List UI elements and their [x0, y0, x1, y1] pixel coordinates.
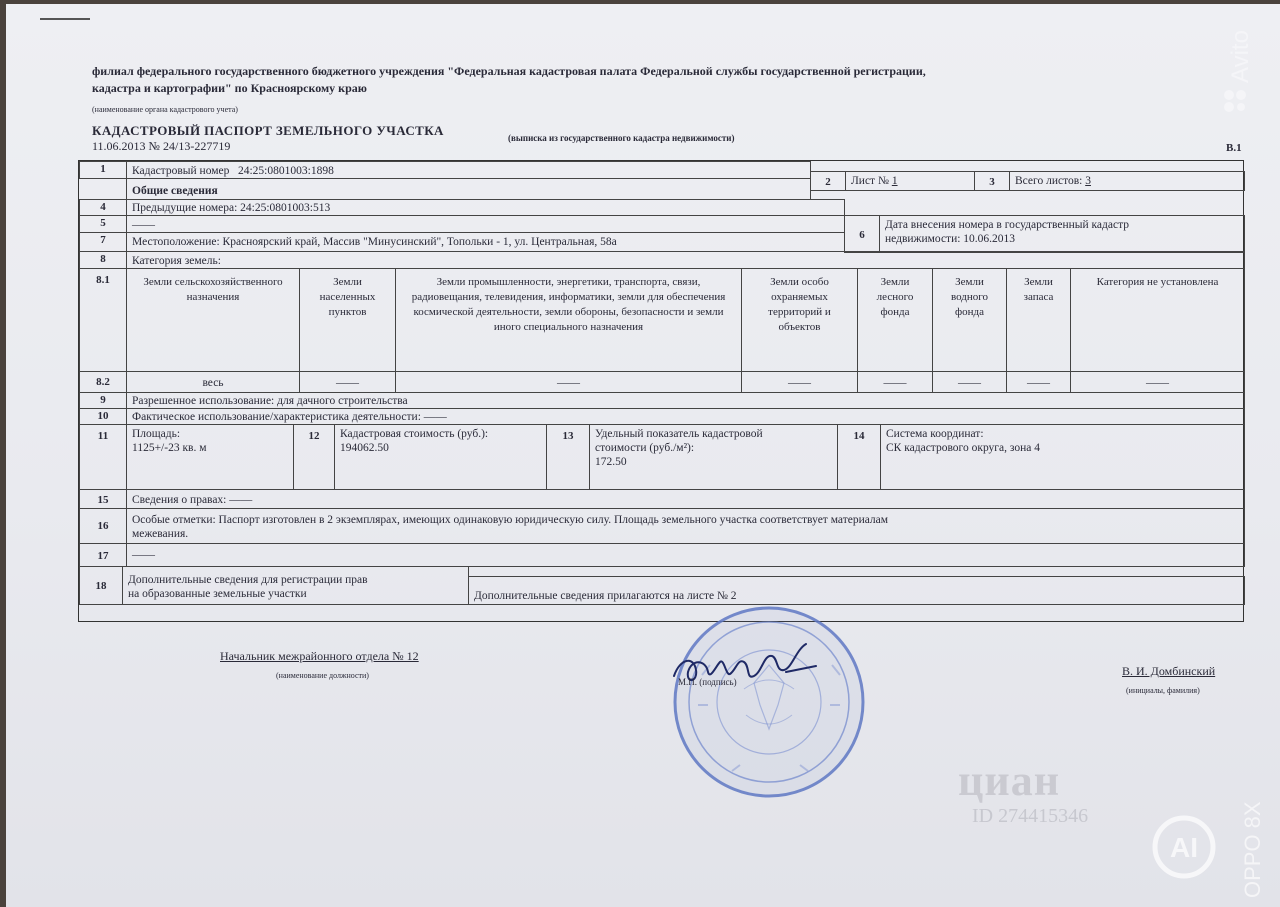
camera-watermark [1236, 770, 1266, 900]
row-num: 7 [79, 232, 127, 252]
cadastral-form-table [78, 160, 1244, 622]
cadastral-number-cell [126, 161, 811, 179]
handwritten-signature [666, 636, 826, 696]
row-num: 9 [79, 392, 127, 409]
cadastral-number-label: Кадастровый номер [132, 165, 230, 177]
official-name: В. И. Домбинский [1122, 664, 1216, 678]
land-category-protected-areas: Земли особо охраняемых территорий и объектов [741, 268, 858, 372]
land-category-value-settlements: —— [299, 371, 396, 393]
row-num: 17 [79, 543, 127, 567]
ai-logo-text: AI [1170, 832, 1198, 863]
document-subtitle: (выписка из государственного кадастра недвижимости) [508, 133, 735, 143]
date-number: 11.06.2013 № 24/13-227719 [92, 139, 231, 153]
row-num: 13 [546, 424, 590, 490]
row-num: 4 [79, 199, 127, 216]
top-margin-line [40, 18, 90, 20]
specific-value-cell: Удельный показатель кадастровой стоимости (руб./м²): 172.50 [589, 424, 838, 490]
previous-numbers: Предыдущие номера: 24:25:0801003:513 [126, 199, 845, 216]
additional-info-value: Дополнительные сведения прилагаются на листе № 2 [468, 576, 1245, 605]
row-num: 14 [837, 424, 881, 490]
row-num: 2 [810, 171, 846, 191]
seal-signature-note: М.П. (подпись) [678, 677, 737, 687]
land-category-forest-fund: Земли лесного фонда [857, 268, 933, 372]
document-title: КАДАСТРОВЫЙ ПАСПОРТ ЗЕМЕЛЬНОГО УЧАСТКА [92, 123, 444, 138]
row-num: 3 [974, 171, 1010, 191]
coordinate-system-cell: Система координат: СК кадастрового округа, зона 4 [880, 424, 1245, 490]
coordinate-system: СК кадастрового округа, зона 4 [886, 442, 1040, 454]
row-num: 15 [79, 489, 127, 509]
avito-text: Avito [1227, 30, 1254, 83]
official-name-note: (инициалы, фамилия) [1126, 686, 1200, 695]
rights-info: Сведения о правах: —— [126, 489, 1245, 509]
row-num: 12 [293, 424, 335, 490]
land-category-value-industry-special: —— [395, 371, 742, 393]
special-notes: Особые отметки: Паспорт изготовлен в 2 экземплярах, имеющих одинаковую юридическую силу. Площадь земельного участка соответствует материалам межевания. [126, 508, 1245, 544]
land-category-value-agricultural: весь [126, 371, 300, 393]
land-category-value-not-established: —— [1070, 371, 1245, 393]
row-num: 18 [79, 566, 123, 605]
additional-info-label: Дополнительные сведения для регистрации прав на образованные земельные участки [122, 566, 469, 605]
official-position-note: (наименование должности) [276, 671, 369, 680]
location: Местоположение: Красноярский край, Массив "Минусинский", Топольки - 1, ул. Центральная, 58а [126, 232, 845, 252]
avito-watermark [1215, 25, 1257, 115]
general-info-heading: Общие сведения [126, 178, 811, 200]
cadastral-value-label: Кадастровая стоимость (руб.): [340, 428, 489, 440]
cian-id-watermark: ID 274415346 [972, 805, 1089, 827]
form-code: В.1 [1226, 142, 1242, 154]
cadastral-value: 194062.50 [340, 442, 389, 454]
row-num: 11 [79, 424, 127, 490]
sheet-number-cell: Лист № 1 [845, 171, 975, 191]
land-category-not-established: Категория не установлена [1070, 268, 1245, 372]
row-num: 6 [844, 215, 880, 253]
specific-value: 172.50 [595, 456, 627, 468]
row5-value: —— [126, 215, 845, 233]
land-category-settlements: Земли населенных пунктов [299, 268, 396, 372]
row17-value: —— [126, 543, 1245, 567]
land-category-value-reserve: —— [1006, 371, 1071, 393]
cadastral-value-cell [334, 424, 547, 490]
camera-watermark-text: OPPO 8X [1240, 801, 1265, 898]
cian-watermark: циан [958, 756, 1061, 805]
row-num: 5 [79, 215, 127, 233]
total-sheets-cell: Всего листов: 3 [1009, 171, 1245, 191]
cadastral-number-value: 24:25:0801003:1898 [237, 165, 334, 177]
land-category-water-fund: Земли водного фонда [932, 268, 1007, 372]
land-category-agricultural: Земли сельскохозяйственного назначения [126, 268, 300, 372]
row-num: 8.1 [79, 268, 127, 372]
land-category-label: Категория земель: [126, 251, 1245, 269]
land-category-value-forest-fund: —— [857, 371, 933, 393]
area-label: Площадь: [132, 428, 181, 440]
actual-use: Фактическое использование/характеристика деятельности: —— [126, 408, 1245, 425]
official-seal [672, 605, 866, 799]
land-category-reserve: Земли запаса [1006, 268, 1071, 372]
org-line-1: филиал федерального государственного бюджетного учреждения "Федеральная кадастровая палата Федеральной службы государственной регистрации, [92, 64, 926, 78]
land-category-value-protected-areas: —— [741, 371, 858, 393]
org-note: (наименование органа кадастрового учета) [92, 105, 238, 114]
area-cell [126, 424, 294, 490]
land-category-industry-special: Земли промышленности, энергетики, транспорта, связи, радиовещания, телевидения, информатики, земли для обеспечения космической деятельности, земли обороны, безопасности и земли иного специального назначения [395, 268, 742, 372]
row-num: 8 [79, 251, 127, 269]
row-num: 8.2 [79, 371, 127, 393]
ai-camera-logo [1152, 815, 1216, 879]
row-num: 1 [79, 161, 127, 179]
row-num: 16 [79, 508, 127, 544]
row-num: 10 [79, 408, 127, 425]
land-category-value-water-fund: —— [932, 371, 1007, 393]
registration-date-cell: Дата внесения номера в государственный кадастр недвижимости: 10.06.2013 [879, 215, 1245, 253]
area-value: 1125+/-23 кв. м [132, 442, 207, 454]
official-position: Начальник межрайонного отдела № 12 [220, 649, 419, 663]
org-line-2: кадастра и картографии" по Красноярскому краю [92, 81, 367, 95]
permitted-use: Разрешенное использование: для дачного строительства [126, 392, 1245, 409]
